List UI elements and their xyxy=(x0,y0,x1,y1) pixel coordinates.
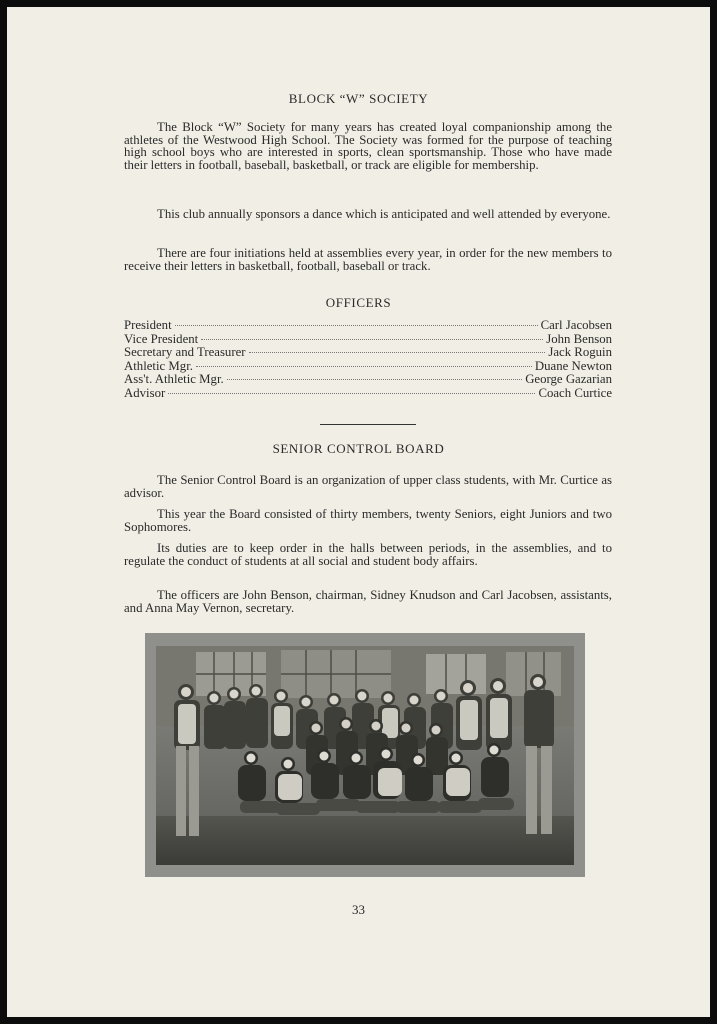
group-photo-frame xyxy=(145,633,585,877)
officer-row xyxy=(124,387,612,401)
senior-board-paragraph-2: This year the Board consisted of thirty members, twenty Seniors, eight Juniors and two Sophomores. xyxy=(124,507,612,534)
officer-role: Ass't. Athletic Mgr. xyxy=(124,372,224,387)
officer-role: Athletic Mgr. xyxy=(124,358,193,373)
dot-leader xyxy=(168,393,535,394)
section-divider xyxy=(320,424,416,425)
dot-leader xyxy=(175,325,538,326)
dot-leader xyxy=(227,379,522,380)
group-photo xyxy=(156,646,574,865)
officer-role: President xyxy=(124,318,172,332)
officers-list xyxy=(124,319,612,401)
officer-name: Coach Curtice xyxy=(538,385,612,400)
page-number: 33 xyxy=(352,902,365,917)
officer-row xyxy=(124,360,612,374)
senior-board-paragraph-1: The Senior Control Board is an organization of upper class students, with Mr. Curtice as advisor. xyxy=(124,473,612,500)
officer-name: Duane Newton xyxy=(534,358,612,373)
senior-board-paragraph-3: Its duties are to keep order in the halls between periods, in the assemblies, and to regulate the conduct of students at all social and student body affairs. xyxy=(124,541,612,568)
officer-role: Advisor xyxy=(124,385,166,400)
officer-name: Carl Jacobsen xyxy=(540,318,612,332)
dot-leader xyxy=(201,339,543,340)
officer-name: George Gazarian xyxy=(525,372,612,387)
yearbook-page xyxy=(7,7,710,1017)
officers-heading: OFFICERS xyxy=(325,295,392,310)
block-w-paragraph-3: There are four initiations held at assemblies every year, in order for the new members to receive their letters in basketball, football, baseball or track. xyxy=(124,246,612,273)
senior-board-heading: SENIOR CONTROL BOARD xyxy=(272,441,445,456)
dot-leader xyxy=(196,366,532,367)
senior-board-paragraph-4: The officers are John Benson, chairman, Sidney Knudson and Carl Jacobsen, assistants, and Anna May Vernon, secretary. xyxy=(124,588,612,615)
block-w-paragraph-1: The Block “W” Society for many years has created loyal companionship among the athletes of the Westwood High School. The Society was formed for the purpose of teaching high school boys who are interested in sports, clean sportsmanship. Those who have made their letters in football, baseball, basketball, or track are eligible for membership. xyxy=(124,120,612,172)
block-w-heading: BLOCK “W” SOCIETY xyxy=(288,91,429,106)
officer-row xyxy=(124,319,612,333)
officer-role: Vice President xyxy=(124,331,199,346)
block-w-paragraph-2: This club annually sponsors a dance which is anticipated and well attended by everyone. xyxy=(157,207,611,221)
officer-name: John Benson xyxy=(546,331,612,346)
officer-row xyxy=(124,333,612,347)
dot-leader xyxy=(249,352,546,353)
officer-role: Secretary and Treasurer xyxy=(124,345,246,360)
officer-row xyxy=(124,346,612,360)
officer-row xyxy=(124,373,612,387)
officer-name: Jack Roguin xyxy=(548,345,612,360)
